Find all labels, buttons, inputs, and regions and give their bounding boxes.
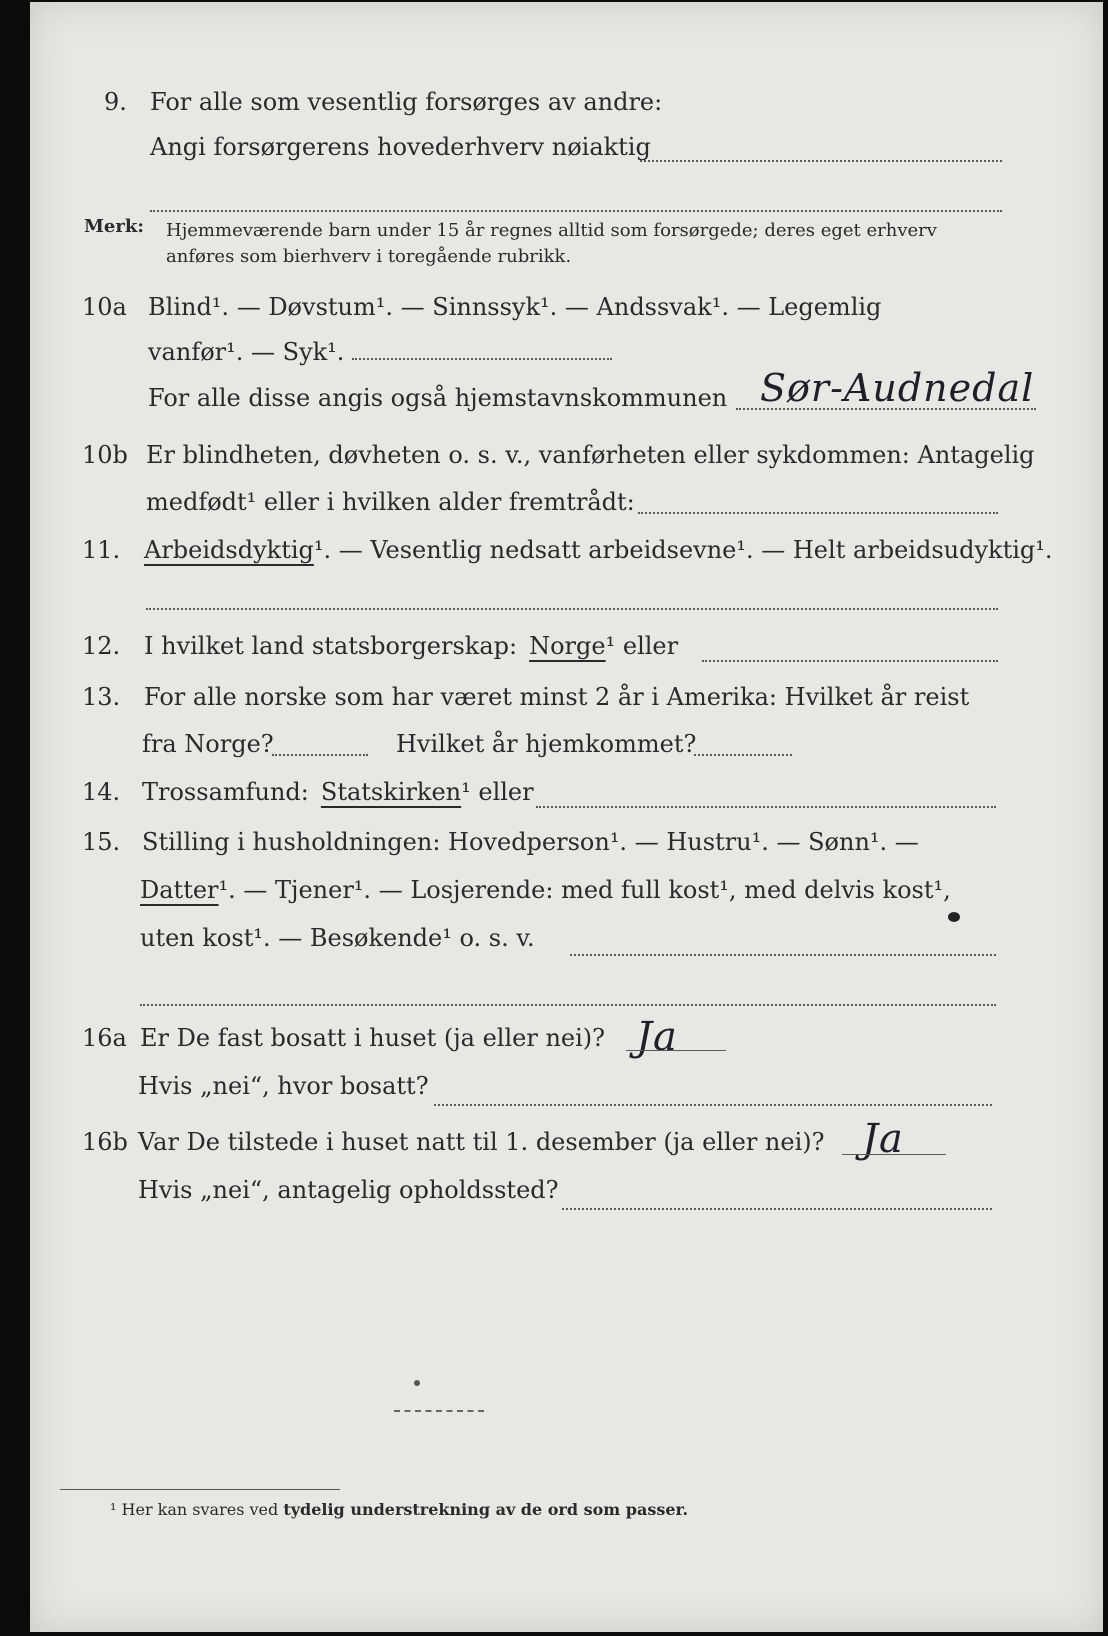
q10b-line2	[30, 482, 1103, 522]
q12-question: I hvilket land statsborgerskap:	[144, 632, 518, 660]
q16b-number: 16b	[82, 1128, 128, 1156]
q15-line2	[30, 870, 1103, 910]
q9-line1	[30, 82, 1103, 122]
q10b-line1	[30, 435, 1103, 475]
q14-underlined-choice: Statskirken	[320, 778, 462, 806]
q10b-text: Er blindheten, døvheten o. s. v., vanførheten eller sykdommen: Antagelig	[146, 441, 1035, 469]
q10a-text-2: vanfør¹. — Syk¹.	[148, 338, 345, 366]
q9-answer-line[interactable]	[640, 160, 1002, 162]
q11-text	[144, 530, 1053, 570]
q10b-text-2: medfødt¹ eller i hvilken alder fremtrådt:	[146, 488, 635, 516]
q10a-text-3: For alle disse angis også hjemstavnskommunen	[148, 384, 728, 412]
q10a-line1	[30, 287, 1103, 327]
q15-number: 15.	[82, 828, 121, 856]
q14-number: 14.	[82, 778, 121, 806]
q15-text: Stilling i husholdningen: Hovedperson¹. — Hustru¹. — Sønn¹. —	[142, 828, 919, 856]
q16b-text: Var De tilstede i huset natt til 1. desember (ja eller nei)?	[138, 1128, 825, 1156]
q14-post: ¹ eller	[461, 778, 534, 806]
q16a-text-2: Hvis „nei“, hvor bosatt?	[138, 1072, 429, 1100]
q16a-text: Er De fast bosatt i huset (ja eller nei)?	[140, 1024, 606, 1052]
q16a-answer-line[interactable]	[626, 1050, 726, 1051]
footnote-bold-text: tydelig understrekning av de ord som passer.	[283, 1500, 689, 1519]
q10a-text: Blind¹. — Døvstum¹. — Sinnssyk¹. — Andssvak¹. — Legemlig	[148, 293, 882, 321]
merk-text-1: Hjemmeværende barn under 15 år regnes alltid som forsørgede; deres eget erhverv	[166, 220, 937, 241]
q16b-opholdssted-line[interactable]	[562, 1208, 992, 1210]
ink-speck	[414, 1380, 420, 1386]
q13-number: 13.	[82, 683, 121, 711]
q14-question: Trossamfund:	[142, 778, 309, 806]
footnote-mark: ¹	[110, 1500, 117, 1519]
q11-line	[30, 530, 1103, 570]
q9-number: 9.	[104, 88, 127, 116]
q15-answer-line[interactable]	[570, 954, 996, 956]
q10a-number: 10a	[82, 293, 127, 321]
q13-line1	[30, 677, 1103, 717]
q15-text-2	[140, 870, 951, 910]
q12-text	[144, 626, 678, 666]
q10a-handwritten-answer: Sør-Audnedal	[760, 366, 1035, 410]
q15-text-3: uten kost¹. — Besøkende¹ o. s. v.	[140, 924, 535, 952]
footnote-text: Her kan svares ved	[121, 1500, 279, 1519]
q11-underlined-choice: Arbeidsdyktig	[144, 536, 314, 564]
q13-text: For alle norske som har været minst 2 år i Amerika: Hvilket år reist	[144, 683, 970, 711]
q10b-number: 10b	[82, 441, 128, 469]
q13-hjemkommet-line[interactable]	[694, 754, 792, 756]
ink-blot	[948, 912, 960, 922]
q16a-line1	[30, 1018, 1103, 1058]
q14-answer-line[interactable]	[536, 806, 996, 808]
q12-underlined-choice: Norge	[529, 632, 606, 660]
q15-answer-line-2[interactable]	[140, 1004, 996, 1006]
q10b-answer-line[interactable]	[638, 512, 998, 514]
q11-rest: ¹. — Vesentlig nedsatt arbeidsevne¹. — Helt arbeidsudyktig¹.	[313, 536, 1053, 564]
q14-text	[142, 772, 534, 812]
q12-post: ¹ eller	[605, 632, 679, 660]
merk-label: Merk:	[84, 216, 144, 237]
form-page	[30, 2, 1103, 1632]
q16b-answer-line[interactable]	[842, 1154, 946, 1155]
q9-text: For alle som vesentlig forsørges av andre:	[150, 88, 663, 116]
q16a-line2	[30, 1066, 1103, 1106]
q16b-line2	[30, 1170, 1103, 1210]
q13-hjemkommet-label: Hvilket år hjemkommet?	[396, 730, 697, 758]
footnote-rule	[60, 1489, 340, 1490]
q16b-text-2: Hvis „nei“, antagelig opholdssted?	[138, 1176, 559, 1204]
q15-underlined-choice: Datter	[140, 876, 219, 904]
q16a-number: 16a	[82, 1024, 127, 1052]
q13-reist-line[interactable]	[272, 754, 368, 756]
q16a-handwritten-answer: Ja	[636, 1014, 678, 1060]
q16b-line1	[30, 1122, 1103, 1162]
pencil-mark	[394, 1410, 484, 1412]
q13-line2	[30, 724, 1103, 764]
q15-line3	[30, 918, 1103, 958]
q10a-syk-line[interactable]	[352, 358, 612, 360]
q16a-bosatt-line[interactable]	[434, 1104, 992, 1106]
q16b-handwritten-answer: Ja	[862, 1116, 904, 1162]
q11-answer-line[interactable]	[146, 608, 998, 610]
q13-reist-label: fra Norge?	[142, 730, 274, 758]
q15-rest: ¹. — Tjener¹. — Losjerende: med full kost¹, med delvis kost¹,	[218, 876, 951, 904]
q15-line1	[30, 822, 1103, 862]
q9-subtext: Angi forsørgerens hovederhverv nøiaktig	[150, 133, 651, 161]
merk-text-2: anføres som bierhverv i toregående rubrikk.	[166, 246, 572, 267]
q9-answer-line-2[interactable]	[150, 210, 1002, 212]
q12-answer-line[interactable]	[702, 660, 998, 662]
q12-number: 12.	[82, 632, 121, 660]
footnote	[110, 1500, 688, 1519]
q11-number: 11.	[82, 536, 121, 564]
